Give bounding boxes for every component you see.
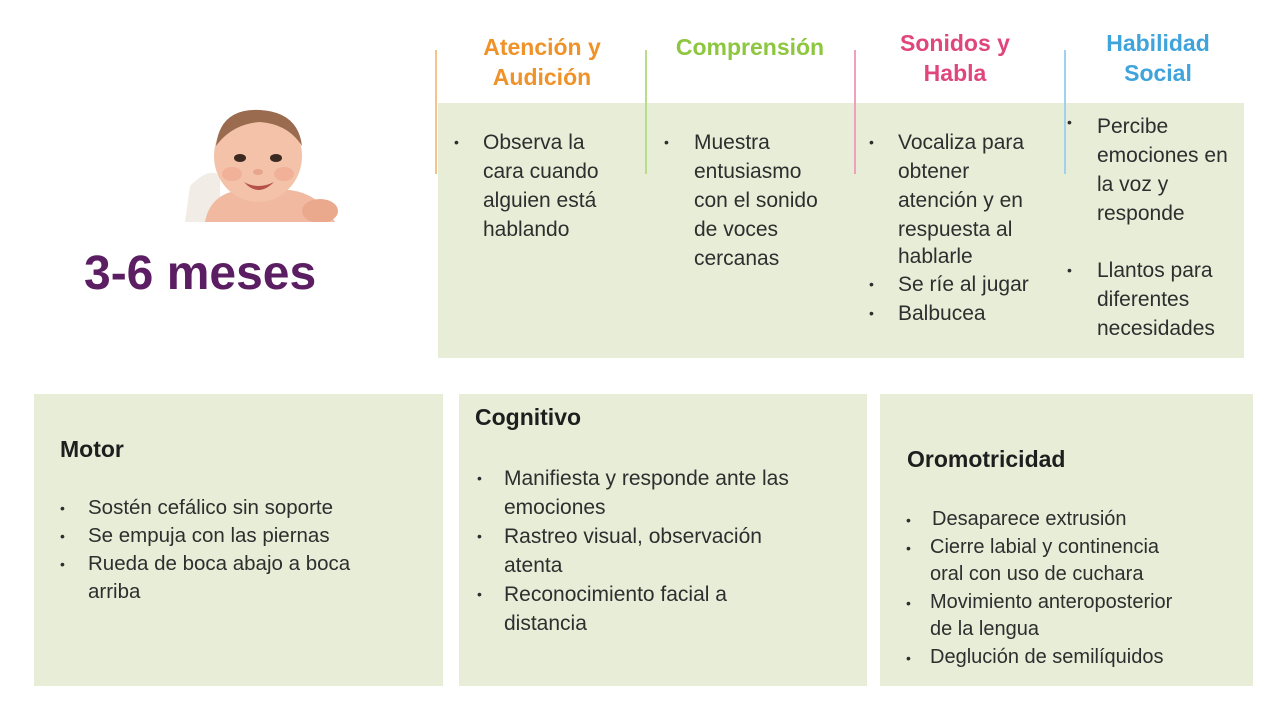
list-item-text: entusiasmo	[694, 160, 802, 183]
list-item-text: atenta	[504, 554, 563, 577]
motor-title: Motor	[60, 436, 124, 462]
list-item-text: diferentes	[1097, 288, 1190, 311]
motor-box	[34, 394, 443, 686]
list-item: • Percibe emociones en la voz y responde	[1070, 112, 1250, 228]
motor-list	[60, 494, 430, 606]
list-item-text: Se empuja con las piernas	[88, 524, 330, 547]
list-item-text: respuesta al	[898, 218, 1013, 241]
list-item-text: con el sonido	[694, 189, 818, 212]
list-item-text: Rastreo visual, observación	[504, 525, 762, 548]
list-item: • Manifiesta y responde ante las emociones	[477, 464, 857, 522]
list-habilidad-social	[1067, 112, 1250, 343]
list-item-text: Muestra	[694, 131, 770, 154]
list-item-text: Movimiento anteroposterior	[930, 590, 1173, 613]
list-item: • Vocaliza para obtener atención y en respuesta al hablarle	[870, 128, 1060, 270]
list-item-text: Deglución de semilíquidos	[930, 645, 1164, 668]
list-item: • Sostén cefálico sin soporte	[60, 494, 430, 522]
list-item: • Se ríe al jugar	[870, 270, 1060, 299]
heading-line: Comprensión	[675, 34, 825, 60]
list-item: • Se empuja con las piernas	[60, 522, 430, 550]
heading-line: Atención y	[483, 34, 601, 60]
oromotricidad-title: Oromotricidad	[907, 446, 1066, 472]
heading-comprension	[652, 32, 848, 62]
list-item-text: Desaparece extrusión	[932, 508, 1127, 530]
list-item-text: necesidades	[1097, 317, 1215, 340]
list-item: • Muestra entusiasmo con el sonido de voces cercanas	[665, 128, 850, 273]
list-item-text: Rueda de boca abajo a boca	[88, 552, 351, 575]
list-item-text: la voz y	[1097, 173, 1169, 196]
list-item-text: Balbucea	[898, 302, 986, 325]
list-item-text: cercanas	[694, 247, 780, 270]
list-item: • Observa la cara cuando alguien está hablando	[455, 128, 630, 244]
list-item-text: Cierre labial y continencia	[930, 535, 1160, 558]
list-item-text: Percibe	[1097, 115, 1169, 138]
heading-line: Social	[1124, 60, 1192, 86]
list-item: • Reconocimiento facial a distancia	[477, 580, 857, 638]
list-item-text: hablando	[483, 218, 570, 241]
list-item-text: atención y en	[898, 189, 1023, 212]
heading-atencion-audicion	[448, 32, 636, 92]
divider-atencion	[435, 50, 437, 174]
list-item-text: de la lengua	[930, 618, 1039, 640]
list-item-text: oral con uso de cuchara	[930, 563, 1144, 585]
list-item: • Rastreo visual, observación atenta	[477, 522, 857, 580]
heading-line: Habilidad	[1106, 30, 1210, 56]
cognitivo-list	[477, 464, 857, 638]
cognitivo-box	[459, 394, 867, 686]
list-item-text: Observa la	[483, 131, 585, 154]
list-item: • Balbucea	[870, 299, 1060, 328]
oromotricidad-box	[880, 394, 1253, 686]
list-item-text: distancia	[504, 612, 587, 635]
list-item-text: Llantos para	[1097, 259, 1213, 282]
cognitivo-title: Cognitivo	[475, 404, 582, 430]
divider-sonidos	[854, 50, 856, 174]
list-comprension	[665, 128, 850, 273]
list-item: • Desaparece extrusión	[906, 506, 1251, 534]
list-item-text: cara cuando	[483, 160, 599, 183]
list-item: • Movimiento anteroposterior de la lengua	[906, 589, 1251, 644]
divider-comprension	[645, 50, 647, 174]
heading-line: Habla	[923, 60, 987, 86]
divider-social	[1064, 50, 1066, 174]
list-item: • Deglución de semilíquidos	[906, 644, 1251, 672]
heading-habilidad-social	[1068, 28, 1248, 88]
heading-line: Audición	[492, 64, 592, 90]
list-item-text: Reconocimiento facial a	[504, 583, 727, 606]
age-range-title: 3-6 meses	[84, 247, 317, 300]
list-atencion-audicion	[455, 128, 630, 244]
heading-sonidos-habla	[860, 28, 1050, 88]
oromotricidad-list	[906, 506, 1251, 671]
list-item: • Llantos para diferentes necesidades	[1070, 256, 1250, 343]
heading-line: Sonidos y	[900, 30, 1010, 56]
list-item-text: hablarle	[898, 245, 973, 268]
list-item-text: arriba	[88, 580, 141, 603]
list-item-text: emociones en	[1097, 144, 1228, 167]
list-sonidos-habla	[870, 128, 1060, 328]
list-item-text: emociones	[504, 496, 606, 519]
list-item-text: Manifiesta y responde ante las	[504, 467, 789, 490]
list-item-text: Vocaliza para	[898, 131, 1025, 154]
baby-photo	[180, 106, 340, 222]
list-item-text: Sostén cefálico sin soporte	[88, 496, 333, 519]
list-item-text: alguien está	[483, 189, 597, 212]
list-item: • Rueda de boca abajo a boca arriba	[60, 550, 430, 606]
list-item-text: obtener	[898, 160, 970, 183]
list-item-text: de voces	[694, 218, 779, 241]
list-item-text: responde	[1097, 202, 1185, 225]
list-item: • Cierre labial y continencia oral con uso de cuchara	[906, 534, 1251, 589]
list-item-text: Se ríe al jugar	[898, 273, 1029, 296]
